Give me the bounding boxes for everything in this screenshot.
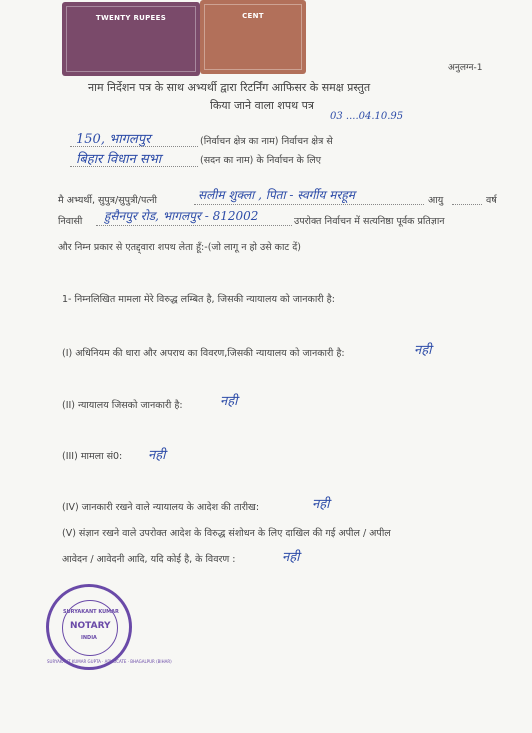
document-title-line2: किया जाने वाला शपथ पत्र (210, 99, 314, 112)
item-3-label: (III) मामला सं0: (62, 451, 123, 462)
item-5-line1: (V) संज्ञान रखने वाले उपरोक्त आदेश के विरुद्ध संशोधन के लिए दाखिल की गई अपील / अपील (62, 528, 391, 539)
stamp-left-text: TWENTY RUPEES (95, 14, 167, 22)
declarant-name-handwritten: सलीम शुक्ला , पिता - स्वर्गीय मरहूम (198, 188, 355, 202)
annexure-label: अनुलग्न-1 (448, 63, 483, 73)
handwritten-date: 03 ....04.10.95 (330, 111, 404, 122)
notary-seal-top: SURYAKANT KUMAR (63, 609, 119, 615)
oath-line: और निम्न प्रकार से एतद्द्वारा शपथ लेता हूँ:-(जो लागू न हो उसे काट दें) (58, 242, 301, 253)
item-3-answer: नही (148, 448, 166, 463)
section-1-heading: 1- निम्नलिखित मामला मेरे विरुद्ध लम्बित है, जिसकी न्यायालय को जानकारी है: (62, 294, 335, 305)
constituency-label: (निर्वाचन क्षेत्र का नाम) निर्वाचन क्षेत्र से (200, 136, 333, 147)
notary-seal-ring: SURYAKANT KUMAR GUPTA · ADVOCATE · BHAGALPUR (BIHAR) (47, 659, 172, 664)
court-fee-stamp-right (200, 0, 306, 74)
item-1-answer: नही (414, 343, 432, 358)
years-label: वर्ष (486, 195, 497, 206)
court-fee-stamp-left (62, 2, 200, 76)
document-title-line1: नाम निर्देशन पत्र के साथ अभ्यर्थी द्वारा रिटर्निंग आफिसर के समक्ष प्रस्तुत (88, 81, 371, 94)
age-label: आयु (428, 195, 444, 206)
item-4-label: (IV) जानकारी रखने वाले न्यायालय के आदेश की तारीख: (62, 502, 260, 513)
resident-suffix: उपरोक्त निर्वाचन में सत्यनिष्ठा पूर्वक प्रतिज्ञान (294, 216, 445, 227)
item-2-answer: नही (220, 394, 238, 409)
item-2-label: (II) न्यायालय जिसको जानकारी है: (62, 400, 183, 411)
resident-label: निवासी (58, 216, 83, 227)
constituency-handwritten: 150, भागलपुर (76, 132, 151, 147)
house-label: (सदन का नाम) के निर्वाचन के लिए (200, 155, 321, 166)
notary-seal-bottom: INDIA (81, 635, 97, 641)
house-handwritten: बिहार विधान सभा (76, 152, 162, 167)
item-4-answer: नही (312, 497, 330, 512)
item-5-line2: आवेदन / आवेदनी आदि, यदि कोई है, के विवरण : (62, 554, 236, 565)
item-1-label: (I) अधिनियम की धारा और अपराध का विवरण,जिसकी न्यायालय को जानकारी है: (62, 348, 345, 359)
stamp-right-text: CENT (242, 12, 264, 20)
address-handwritten: हुसैनपुर रोड, भागलपुर - 812002 (104, 209, 259, 223)
item-5-answer: नही (282, 550, 300, 565)
notary-seal-center: NOTARY (70, 621, 111, 631)
intro-prefix: मै अभ्यर्थी, सुपुत्र/सुपुत्री/पत्नी (58, 195, 158, 206)
notary-seal (46, 584, 172, 670)
